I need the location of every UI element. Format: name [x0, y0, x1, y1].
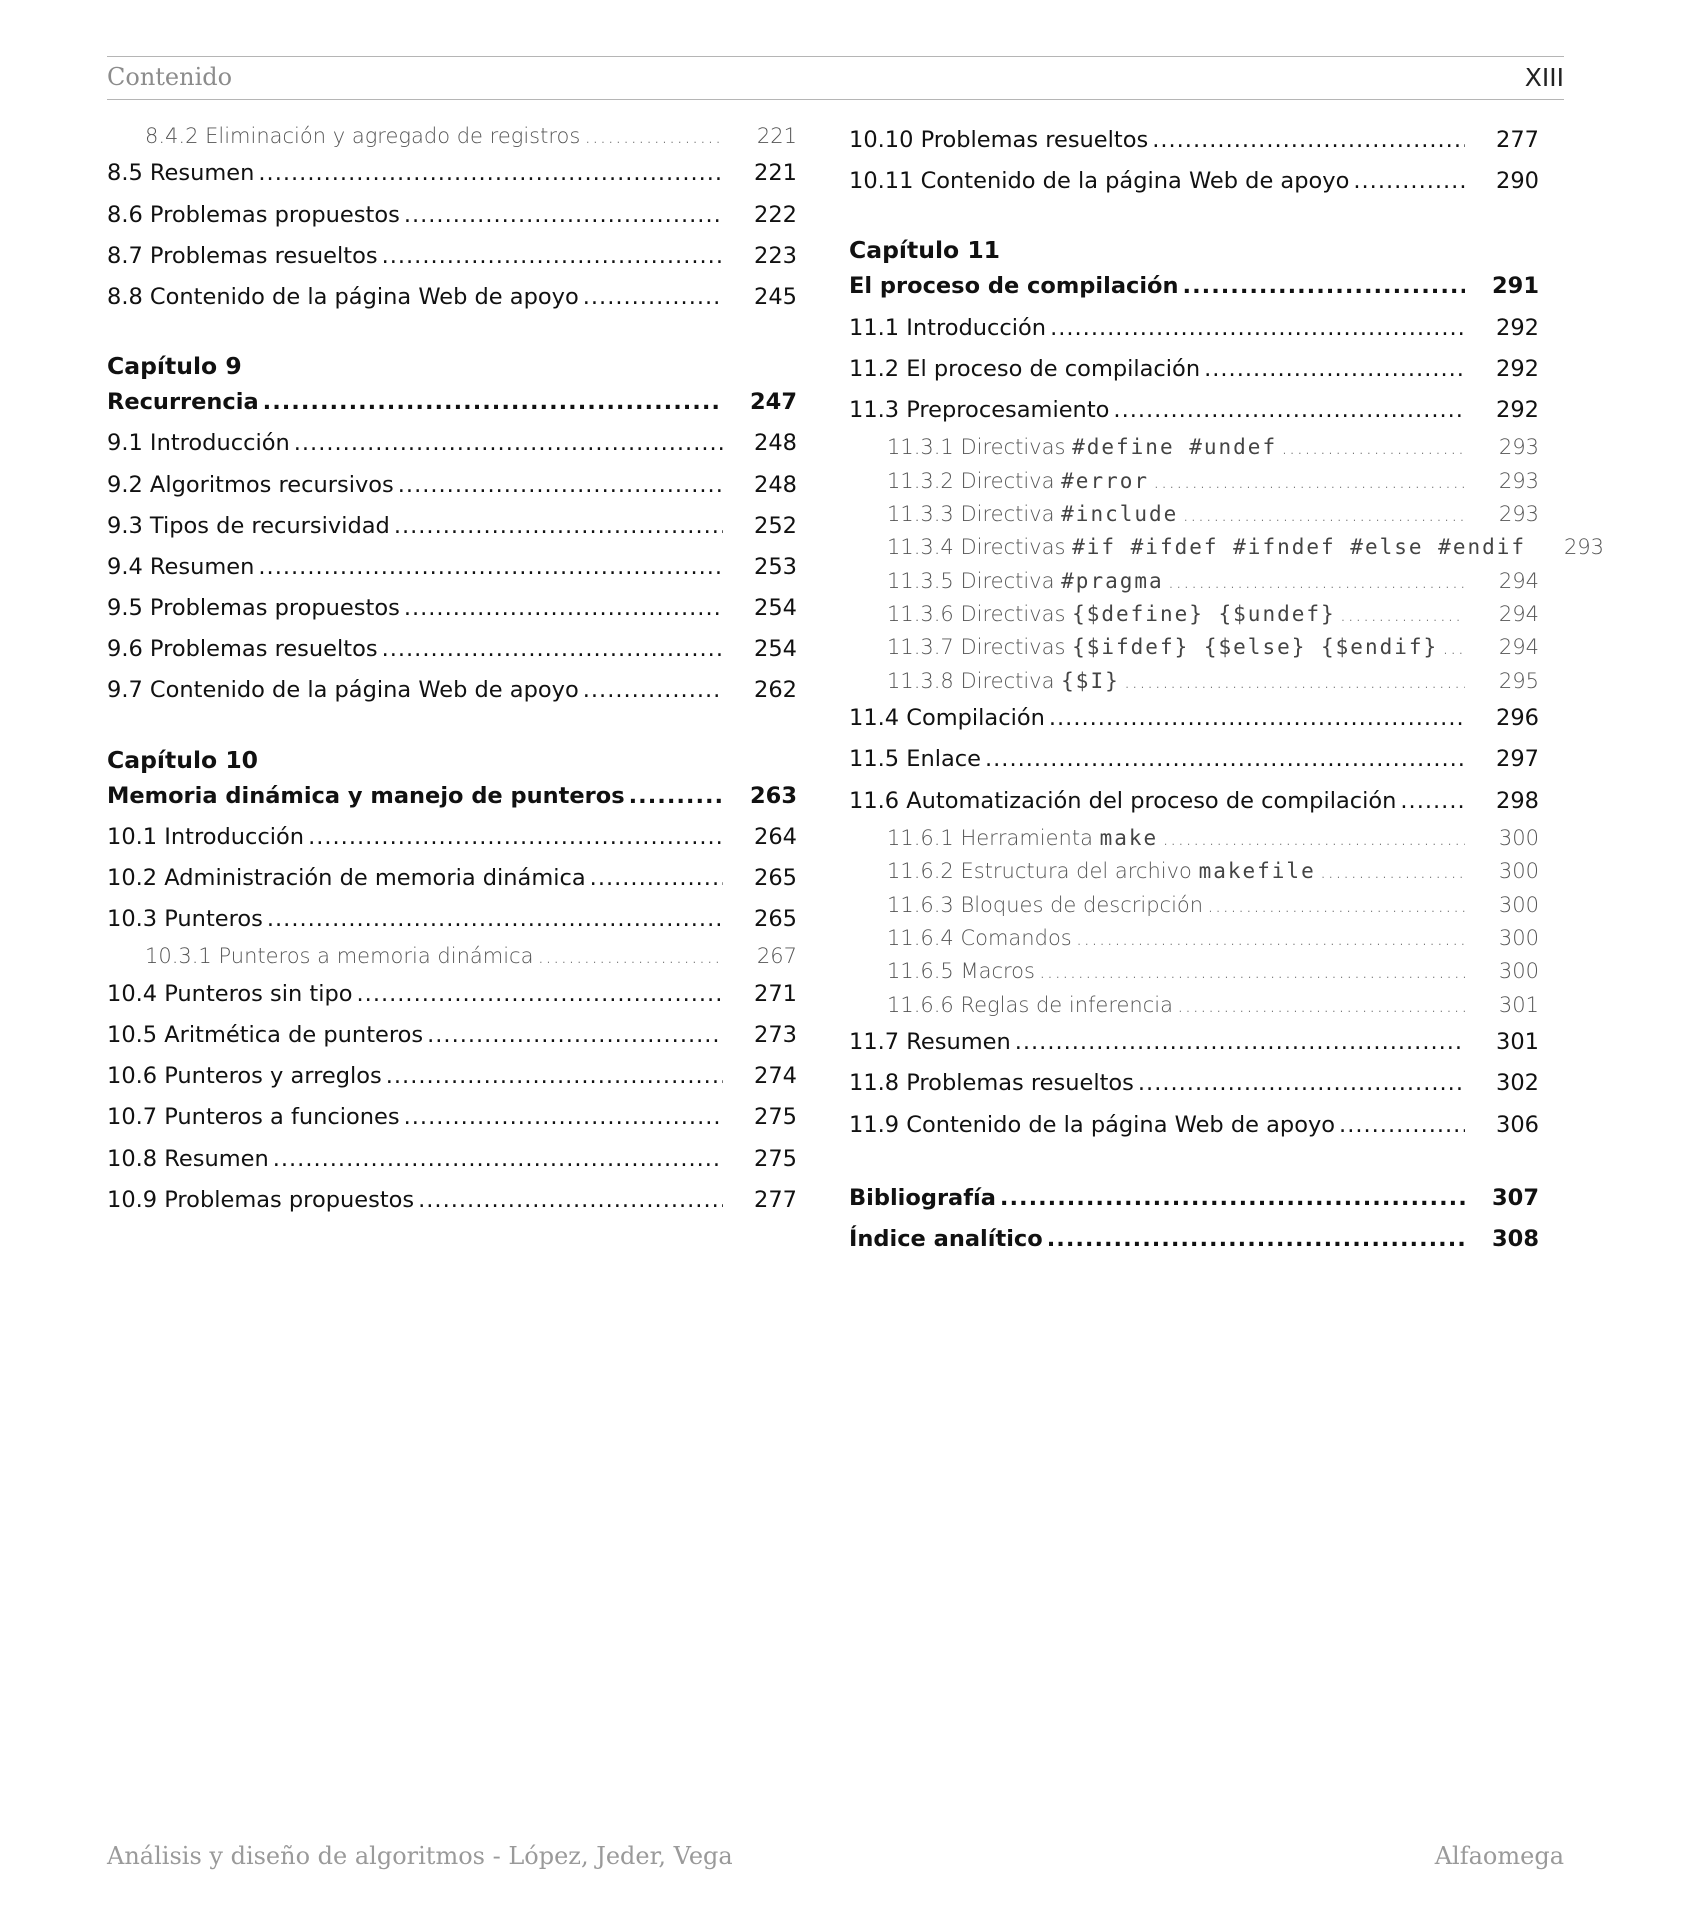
toc-entry-title-text: 11.3.4 Directivas [887, 535, 1073, 560]
toc-entry[interactable] [849, 631, 1539, 664]
toc-entry[interactable] [849, 855, 1539, 888]
toc-entry[interactable] [849, 565, 1539, 598]
toc-entry[interactable] [107, 1097, 797, 1138]
toc-entry-title [887, 498, 1178, 531]
toc-entry-title-text: 10.7 Punteros a funciones [107, 1104, 400, 1131]
toc-entry-title-text: 11.9 Contenido de la página Web de apoyo [849, 1111, 1336, 1138]
toc-entry[interactable] [849, 1105, 1539, 1146]
toc-entry-title-text: 11.3.8 Directiva [887, 668, 1062, 693]
toc-entry-title-text: 10.4 Punteros sin tipo [107, 980, 353, 1007]
dot-leader [1400, 781, 1465, 822]
dot-leader [629, 776, 723, 817]
toc-entry[interactable] [107, 899, 797, 940]
toc-entry-title [107, 1015, 423, 1056]
toc-entry-code: #include [1061, 501, 1179, 526]
dot-leader [1113, 390, 1465, 431]
toc-entry-title-text: 11.3.6 Directivas [887, 602, 1073, 627]
footer-book-title: Análisis y diseño de algoritmos - López, Jeder, Vega [107, 1842, 733, 1870]
toc-entry-code: #error [1061, 468, 1150, 493]
dot-leader [382, 236, 723, 277]
toc-entry-page: 274 [754, 1063, 797, 1090]
toc-entry[interactable] [849, 266, 1539, 307]
dot-leader [404, 1097, 723, 1138]
toc-entry-page: 300 [1498, 859, 1539, 884]
dot-leader [1124, 665, 1465, 698]
toc-entry-title [107, 236, 378, 277]
toc-entry-page: 221 [756, 124, 797, 148]
toc-entry-title [107, 1056, 382, 1097]
toc-entry-title-text: 11.1 Introducción [849, 314, 1047, 341]
toc-entry-code: {$define} {$undef} [1072, 602, 1336, 627]
dot-leader [1183, 266, 1465, 307]
toc-entry-title [887, 431, 1277, 464]
toc-entry[interactable] [107, 1139, 797, 1180]
toc-entry-code: makefile [1198, 859, 1316, 884]
toc-entry-page: 275 [754, 1104, 797, 1131]
dot-leader [258, 153, 723, 194]
toc-entry[interactable] [849, 989, 1539, 1022]
toc-entry-title-text: 8.8 Contenido de la página Web de apoyo [107, 283, 579, 310]
toc-entry-page: 252 [754, 512, 797, 539]
dot-leader [404, 588, 723, 629]
toc-entry-code: make [1099, 825, 1159, 850]
toc-entry-title-text: 9.7 Contenido de la página Web de apoyo [107, 677, 579, 704]
toc-entry-title [107, 382, 259, 423]
toc-entry-page: 293 [1498, 435, 1539, 460]
toc-entry-page: 293 [1498, 468, 1539, 493]
toc-entry-page: 300 [1498, 825, 1539, 850]
toc-entry-title [107, 1139, 269, 1180]
toc-entry-page: 222 [754, 201, 797, 228]
toc-entry-code: {$I} [1061, 668, 1120, 693]
toc-entry[interactable] [849, 1063, 1539, 1104]
toc-entry[interactable] [849, 1219, 1539, 1260]
toc-entry-title-text: 11.3.3 Directiva [887, 501, 1062, 526]
toc-entry-page: 264 [754, 823, 797, 850]
dot-leader [537, 940, 723, 973]
toc-entry-page: 301 [1496, 1029, 1539, 1056]
dot-leader [1204, 349, 1465, 390]
toc-entry-page: 253 [754, 553, 797, 580]
toc-entry[interactable] [107, 817, 797, 858]
dot-leader [1039, 955, 1465, 988]
toc-entry-title-text: 10.8 Resumen [107, 1145, 269, 1172]
toc-entry-title-text: El proceso de compilación [849, 273, 1179, 300]
toc-entry-page: 262 [754, 677, 797, 704]
dot-leader [583, 277, 723, 318]
toc-entry-title-text: 11.6.4 Comandos [887, 925, 1072, 950]
toc-entry-title [849, 161, 1349, 202]
toc-entry-title [849, 1178, 996, 1219]
toc-entry-code: {$ifdef} {$else} {$endif} [1072, 635, 1439, 660]
toc-entry-page: 298 [1496, 787, 1539, 814]
page-header [107, 56, 1564, 100]
toc-entry-title-text: 11.3.5 Directiva [887, 568, 1062, 593]
toc-entry[interactable] [107, 465, 797, 506]
toc-entry[interactable] [107, 670, 797, 711]
toc-entry-title-text: 9.1 Introducción [107, 430, 290, 457]
toc-entry-code: #pragma [1061, 568, 1164, 593]
toc-entry-title [107, 1097, 400, 1138]
toc-entry-title-text: 8.4.2 Eliminación y agregado de registros [145, 124, 581, 148]
toc-entry-title-text: 10.9 Problemas propuestos [107, 1186, 415, 1213]
dot-leader [590, 858, 723, 899]
toc-entry[interactable] [849, 390, 1539, 431]
toc-entry[interactable] [849, 955, 1539, 988]
toc-entry[interactable] [849, 161, 1539, 202]
toc-entry-title [107, 195, 400, 236]
toc-entry-title [849, 308, 1046, 349]
toc-entry-title [849, 739, 981, 780]
toc-entry[interactable] [849, 120, 1539, 161]
toc-entry[interactable] [849, 781, 1539, 822]
toc-entry-page: 273 [754, 1021, 797, 1048]
toc-entry[interactable] [107, 588, 797, 629]
toc-entry-title-text: 9.6 Problemas resueltos [107, 636, 378, 663]
footer-publisher: Alfaomega [1434, 1842, 1564, 1870]
toc-entry-title-text: 9.2 Algoritmos recursivos [107, 471, 394, 498]
toc-entry-page: 267 [756, 944, 797, 969]
toc-entry-title [849, 120, 1148, 161]
toc-entry-page: 294 [1498, 568, 1539, 593]
toc-entry[interactable] [849, 465, 1539, 498]
toc-entry-title [107, 588, 400, 629]
dot-leader [398, 465, 723, 506]
toc-entry-page: 295 [1498, 668, 1539, 693]
toc-entry-title-text: 8.5 Resumen [107, 160, 255, 187]
toc-entry-page: 254 [754, 636, 797, 663]
dot-leader [1442, 631, 1465, 664]
toc-entry-title-text: 10.2 Administración de memoria dinámica [107, 865, 586, 892]
dot-leader [1320, 855, 1465, 888]
dot-leader [1281, 431, 1465, 464]
dot-leader [382, 629, 723, 670]
toc-entry-title [887, 665, 1120, 698]
toc-entry[interactable] [849, 1178, 1539, 1219]
toc-entry-title [887, 955, 1035, 988]
toc-entry-title [849, 1219, 1043, 1260]
toc-entry-title [107, 776, 625, 817]
toc-entry[interactable] [107, 382, 797, 423]
dot-leader [294, 423, 723, 464]
toc-entry[interactable] [107, 547, 797, 588]
dot-leader [1168, 565, 1465, 598]
toc-entry-title-text: 10.5 Aritmética de punteros [107, 1021, 424, 1048]
toc-entry[interactable] [107, 1180, 797, 1221]
toc-entry-title-text: 8.6 Problemas propuestos [107, 201, 400, 228]
toc-entry-title-text: 10.3 Punteros [107, 906, 263, 933]
dot-leader [267, 899, 723, 940]
dot-leader [1000, 1178, 1465, 1219]
dot-leader [1177, 989, 1465, 1022]
toc-entry-title-text: 11.6.3 Bloques de descripción [887, 892, 1204, 917]
toc-entry-title [107, 1180, 414, 1221]
toc-entry[interactable] [849, 308, 1539, 349]
toc-chapter-heading: Capítulo 10 [107, 745, 259, 774]
toc-entry[interactable] [107, 776, 797, 817]
toc-entry-page: 293 [1498, 501, 1539, 526]
toc-entry-title-text: 9.4 Resumen [107, 553, 255, 580]
toc-entry-title-text: 9.5 Problemas propuestos [107, 595, 400, 622]
toc-entry-page: 223 [754, 242, 797, 269]
toc-entry-title [107, 465, 394, 506]
toc-entry-title [887, 565, 1164, 598]
toc-entry-page: 247 [750, 389, 797, 416]
toc-entry-page: 300 [1498, 892, 1539, 917]
toc-entry-title [107, 899, 263, 940]
dot-leader [1353, 161, 1465, 202]
toc-chapter-heading: Capítulo 9 [107, 352, 242, 381]
toc-entry-page: 245 [754, 283, 797, 310]
toc-entry-page: 294 [1498, 635, 1539, 660]
toc-entry-title [145, 120, 580, 153]
toc-entry-title [849, 1063, 1134, 1104]
toc-entry-page: 290 [1496, 168, 1539, 195]
toc-entry-title [849, 1105, 1335, 1146]
toc-entry-title [849, 390, 1109, 431]
toc-entry-title-text: 11.3.2 Directiva [887, 468, 1062, 493]
toc-entry-title-text: 10.1 Introducción [107, 823, 305, 850]
dot-leader [1047, 1219, 1465, 1260]
toc-entry-page: 300 [1498, 925, 1539, 950]
dot-leader [1207, 889, 1465, 922]
dot-leader [1138, 1063, 1465, 1104]
dot-leader [1050, 308, 1465, 349]
toc-entry-title [107, 974, 353, 1015]
toc-entry-code: #define #undef [1072, 435, 1278, 460]
toc-entry-title-text: Índice analítico [849, 1225, 1043, 1252]
toc-entry[interactable] [107, 506, 797, 547]
toc-entry-page: 292 [1496, 314, 1539, 341]
toc-entry-page: 277 [1496, 127, 1539, 153]
running-header-section: Contenido [107, 63, 233, 91]
toc-entry[interactable] [107, 236, 797, 277]
toc-entry-title-text: Bibliografía [849, 1184, 996, 1211]
toc-entry-title-text: 10.10 Problemas resueltos [849, 127, 1149, 153]
toc-entry-title-text: 11.7 Resumen [849, 1029, 1011, 1056]
toc-entry[interactable] [107, 858, 797, 899]
dot-leader [394, 506, 723, 547]
toc-entry[interactable] [107, 974, 797, 1015]
toc-entry-page: 275 [754, 1145, 797, 1172]
toc-entry[interactable] [107, 629, 797, 670]
dot-leader [404, 195, 723, 236]
dot-leader [1152, 120, 1465, 161]
toc-entry-page: 291 [1492, 273, 1539, 300]
dot-leader [308, 817, 723, 858]
toc-entry-page: 265 [754, 906, 797, 933]
toc-entry[interactable] [849, 889, 1539, 922]
toc-entry[interactable] [849, 922, 1539, 955]
dot-leader [263, 382, 723, 423]
dot-leader [584, 120, 723, 153]
dot-leader [1049, 698, 1465, 739]
toc-entry-title [849, 266, 1179, 307]
toc-entry-page: 292 [1496, 396, 1539, 423]
toc-entry-title [887, 822, 1158, 855]
toc-entry-title-text: 11.3 Preprocesamiento [849, 396, 1110, 423]
toc-entry[interactable] [107, 423, 797, 464]
dot-leader [1339, 1105, 1465, 1146]
toc-column-left [107, 120, 797, 1221]
toc-entry-page: 300 [1498, 959, 1539, 984]
toc-entry-title-text: 11.6.2 Estructura del archivo [887, 859, 1199, 884]
toc-entry-page: 293 [1563, 535, 1605, 560]
dot-leader [1340, 598, 1465, 631]
toc-entry[interactable] [849, 598, 1539, 631]
dot-leader [386, 1056, 723, 1097]
toc-entry-title [887, 922, 1072, 955]
toc-entry-title [849, 349, 1200, 390]
dot-leader [418, 1180, 723, 1221]
toc-entry[interactable] [107, 277, 797, 318]
toc-entry-title [107, 629, 378, 670]
toc-entry[interactable] [107, 195, 797, 236]
toc-entry-page: 221 [754, 160, 797, 187]
toc-gap [849, 1146, 1539, 1178]
toc-entry-title-text: 11.2 El proceso de compilación [849, 355, 1201, 382]
toc-entry-title [107, 506, 390, 547]
toc-entry[interactable] [849, 498, 1539, 531]
toc-entry-title [887, 989, 1173, 1022]
toc-entry-title [849, 1022, 1011, 1063]
toc-entry-page: 297 [1496, 746, 1539, 773]
toc-entry-page: 307 [1492, 1184, 1539, 1211]
toc-entry-title-text: Memoria dinámica y manejo de punteros [107, 782, 625, 809]
toc-entry-page: 296 [1496, 705, 1539, 732]
toc-entry-title-text: 8.7 Problemas resueltos [107, 242, 378, 269]
toc-entry-page: 263 [750, 782, 797, 809]
toc-entry-title [849, 781, 1396, 822]
toc-entry-page: 248 [754, 471, 797, 498]
dot-leader [1153, 465, 1465, 498]
toc-entry-title [107, 817, 304, 858]
toc-entry-page: 308 [1492, 1225, 1539, 1252]
toc-entry-title-text: Recurrencia [107, 389, 259, 416]
toc-entry[interactable] [849, 698, 1539, 739]
toc-entry-title-text: 11.6.1 Herramienta [887, 825, 1100, 850]
toc-entry[interactable] [849, 822, 1539, 855]
toc-entry-page: 306 [1496, 1111, 1539, 1138]
toc-entry-title-text: 10.11 Contenido de la página Web de apoyo [849, 168, 1350, 195]
toc-entry[interactable] [849, 431, 1539, 464]
dot-leader [583, 670, 723, 711]
toc-entry-title [145, 940, 533, 973]
dot-leader [357, 974, 723, 1015]
toc-entry[interactable] [849, 1022, 1539, 1063]
toc-entry-title [107, 858, 586, 899]
toc-entry[interactable] [849, 665, 1539, 698]
toc-entry-title [107, 547, 254, 588]
toc-entry-page: 294 [1498, 602, 1539, 627]
toc-entry-code: #if #ifdef #ifndef #else #endif [1072, 535, 1527, 560]
dot-leader [427, 1015, 723, 1056]
toc-entry-title [107, 670, 579, 711]
toc-entry[interactable] [849, 739, 1539, 780]
toc-entry-page: 254 [754, 595, 797, 622]
toc-entry[interactable] [107, 120, 797, 153]
dot-leader [1162, 822, 1465, 855]
toc-entry-page: 265 [754, 865, 797, 892]
toc-entry-page: 277 [754, 1186, 797, 1213]
toc-entry-title [107, 277, 579, 318]
dot-leader [258, 547, 723, 588]
toc-entry-title-text: 9.3 Tipos de recursividad [107, 512, 390, 539]
toc-entry-title [107, 153, 254, 194]
toc-entry[interactable] [107, 1015, 797, 1056]
toc-entry[interactable] [107, 940, 797, 973]
toc-entry-page: 302 [1496, 1070, 1539, 1097]
dot-leader [1182, 498, 1465, 531]
toc-entry[interactable] [849, 531, 1605, 564]
toc-entry[interactable] [107, 153, 797, 194]
toc-entry-title-text: 10.6 Punteros y arreglos [107, 1063, 382, 1090]
toc-entry-title [107, 423, 290, 464]
toc-entry-title-text: 11.6.5 Macros [887, 959, 1035, 984]
toc-entry-title [887, 465, 1149, 498]
dot-leader [985, 739, 1465, 780]
toc-column-right [849, 120, 1605, 1260]
toc-entry-title-text: 11.6 Automatización del proceso de compilación [849, 787, 1397, 814]
toc-entry-title-text: 10.3.1 Punteros a memoria dinámica [145, 944, 534, 969]
toc-entry-title-text: 11.6.6 Reglas de inferencia [887, 992, 1173, 1017]
toc-entry-page: 248 [754, 430, 797, 457]
toc-entry-title [887, 631, 1438, 664]
toc-entry-title-text: 11.5 Enlace [849, 746, 981, 773]
toc-entry-title [887, 889, 1203, 922]
toc-entry-title [887, 598, 1336, 631]
toc-entry-title-text: 11.3.7 Directivas [887, 635, 1073, 660]
toc-entry-title [887, 855, 1316, 888]
toc-entry-title [849, 698, 1045, 739]
page-number: XIII [1524, 63, 1564, 92]
dot-leader [273, 1139, 723, 1180]
toc-entry-title-text: 11.8 Problemas resueltos [849, 1070, 1134, 1097]
toc-entry-page: 292 [1496, 355, 1539, 382]
toc-entry-title-text: 11.3.1 Directivas [887, 435, 1073, 460]
toc-entry-page: 271 [754, 980, 797, 1007]
toc-entry-title-text: 11.4 Compilación [849, 705, 1045, 732]
toc-entry[interactable] [849, 349, 1539, 390]
dot-leader [1076, 922, 1465, 955]
toc-entry-title [887, 531, 1526, 564]
toc-entry[interactable] [107, 1056, 797, 1097]
toc-entry-page: 301 [1498, 992, 1539, 1017]
toc-chapter-heading: Capítulo 11 [849, 236, 1001, 265]
dot-leader [1015, 1022, 1465, 1063]
